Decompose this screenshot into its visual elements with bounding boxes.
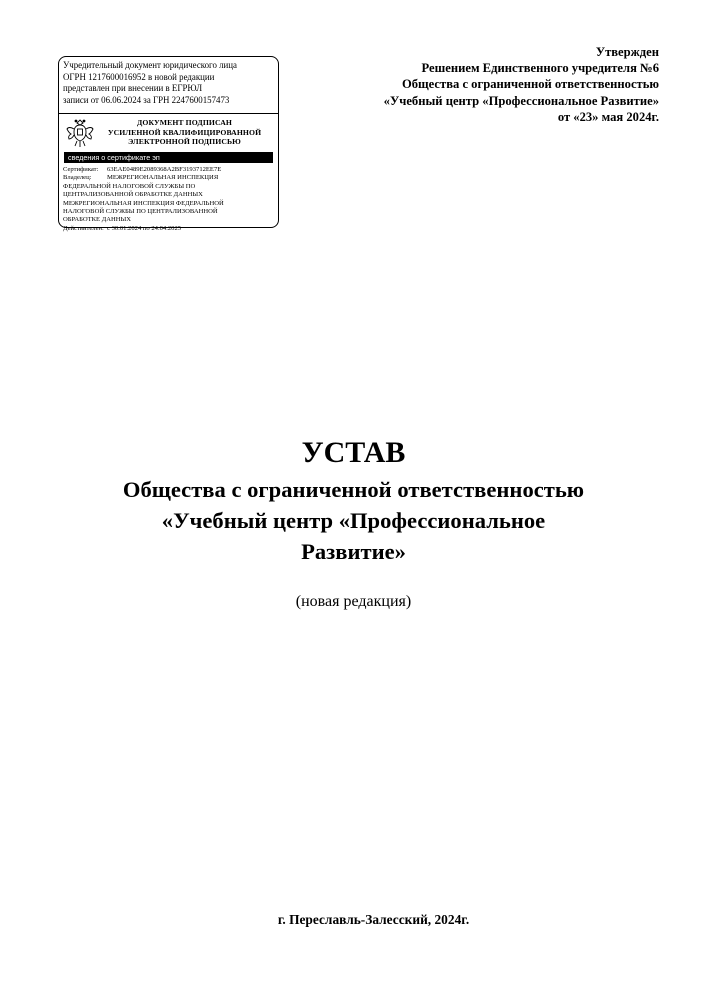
signature-title-line: ЭЛЕКТРОННОЙ ПОДПИСЬЮ: [128, 137, 241, 147]
approval-line: «Учебный центр «Профессиональное Развитие»: [383, 93, 659, 108]
owner-line: ФЕДЕРАЛЬНОЙ НАЛОГОВОЙ СЛУЖБЫ ПО: [63, 182, 196, 190]
certificate-row: [63, 166, 274, 174]
registration-line: ОГРН 1217600016952 в новой редакции: [63, 71, 215, 82]
owner-label: Владелец:: [63, 174, 92, 182]
registration-line: Учредительный документ юридического лица: [63, 60, 237, 70]
owner-line: ОБРАБОТКЕ ДАННЫХ: [63, 216, 132, 224]
subtitle-line: Общества с ограниченной ответственностью: [122, 477, 585, 502]
approval-block: [329, 44, 659, 125]
certificate-value: 63EAE0489E2089368A2BF3193712EE7E: [107, 166, 222, 173]
validity-row: [63, 225, 274, 233]
owner-line: ЦЕНТРАЛИЗОВАННОЙ ОБРАБОТКЕ ДАННЫХ: [63, 191, 203, 199]
owner-line: МЕЖРЕГИОНАЛЬНАЯ ИНСПЕКЦИЯ ФЕДЕРАЛЬНОЙ: [63, 199, 224, 207]
subtitle-line: Развитие»: [301, 539, 406, 564]
registration-line: представлен при внесении в ЕГРЮЛ: [63, 83, 203, 94]
validity-value: с 30.01.2024 по 24.04.2025: [107, 224, 182, 232]
approval-line: Утвержден: [595, 45, 659, 59]
owner-line: НАЛОГОВОЙ СЛУЖБЫ ПО ЦЕНТРАЛИЗОВАННОЙ: [63, 208, 218, 216]
document-edition: (новая редакция): [295, 593, 412, 610]
stamp-divider: [59, 113, 278, 114]
certificate-label: Сертификат:: [63, 166, 99, 173]
registration-line: записи от 06.06.2024 за ГРН 2247600157473: [63, 94, 230, 105]
validity-label: Действителен:: [63, 224, 104, 232]
signature-title: [95, 118, 274, 147]
owner-row: [63, 174, 274, 182]
approval-line: от «23» мая 2024г.: [557, 109, 659, 124]
approval-line: Общества с ограниченной ответственностью: [401, 77, 659, 92]
registration-info: [63, 60, 274, 111]
owner-value: МЕЖРЕГИОНАЛЬНАЯ ИНСПЕКЦИЯ: [107, 174, 219, 182]
coat-of-arms-icon: [65, 116, 95, 149]
document-subtitle: [40, 474, 667, 567]
approval-line: Решением Единственного учредителя №6: [421, 61, 659, 76]
place-date: г. Переславль-Залесский, 2024г.: [277, 912, 470, 927]
subtitle-line: «Учебный центр «Профессиональное: [161, 508, 546, 533]
signature-title-line: ДОКУМЕНТ ПОДПИСАН: [137, 118, 232, 128]
registration-stamp: [58, 56, 279, 232]
signature-header: [63, 116, 274, 149]
signature-title-line: УСИЛЕННОЙ КВАЛИФИЦИРОВАННОЙ: [107, 127, 262, 137]
certificate-info-bar: сведения о сертификате эп: [64, 152, 273, 163]
document-title: УСТАВ: [301, 436, 406, 469]
